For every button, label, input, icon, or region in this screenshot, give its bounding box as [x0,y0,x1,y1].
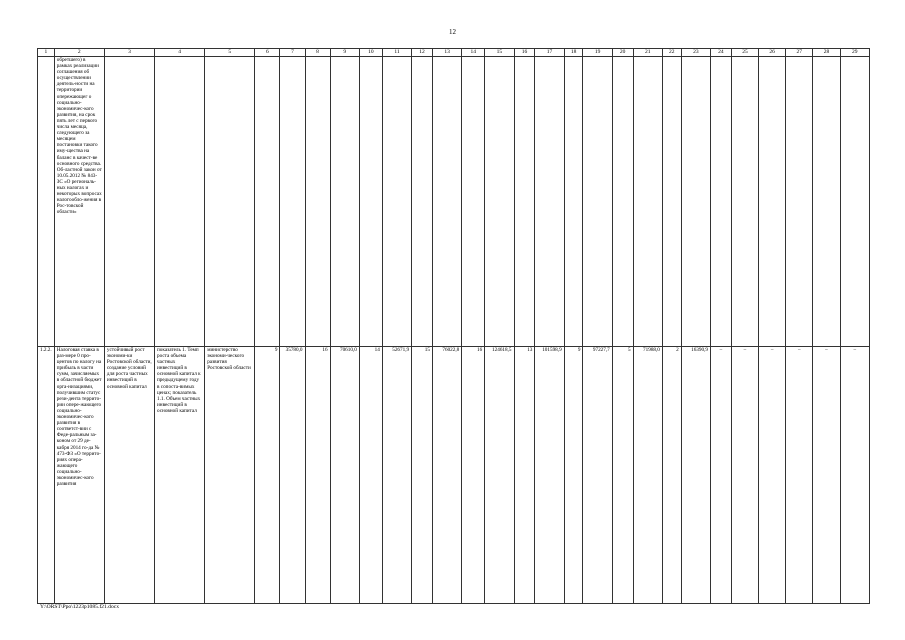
header-cell: 18 [564,49,583,57]
empty-cell [155,57,205,347]
value-cell: – [786,347,813,604]
header-cell: 13 [432,49,461,57]
empty-cell [612,57,633,347]
header-cell: 15 [485,49,514,57]
header-cell: 6 [255,49,280,57]
footer-file-path: Y:\ORST\Ppo\1223p1085.f21.docx [40,604,120,610]
header-cell: 9 [330,49,359,57]
empty-cell [583,57,612,347]
value-cell: – [840,347,869,604]
empty-cell [662,57,681,347]
empty-cell [330,57,359,347]
empty-cell [813,57,840,347]
header-cell: 29 [840,49,869,57]
header-cell: 23 [681,49,710,57]
empty-cell [514,57,535,347]
empty-cell [104,57,154,347]
empty-cell [432,57,461,347]
empty-cell [205,57,255,347]
header-cell: 20 [612,49,633,57]
header-cell: 26 [759,49,786,57]
value-cell: 13 [514,347,535,604]
value-cell: 14 [359,347,382,604]
value-cell: 124618,5 [485,347,514,604]
header-cell: 8 [305,49,330,57]
page-number: 12 [449,28,456,36]
header-cell: 11 [382,49,411,57]
value-cell: – [759,347,786,604]
indicator-cell: показатель 1. Темп роста объема частных инвестиций в основной капитал к предыдущему году в сопоста-вимых ценах; показатель 1.1. Объем частных инвестиций в основной капитал [155,347,205,604]
value-cell: 9 [255,347,280,604]
header-cell: 17 [535,49,564,57]
header-cell: 7 [280,49,305,57]
header-cell: 28 [813,49,840,57]
value-cell: 52671,9 [382,347,411,604]
empty-cell [255,57,280,347]
empty-cell [462,57,485,347]
empty-cell [633,57,662,347]
empty-cell [786,57,813,347]
header-cell: 21 [633,49,662,57]
header-cell: 5 [205,49,255,57]
header-cell: 19 [583,49,612,57]
header-cell: 3 [104,49,154,57]
value-cell: 16 [305,347,330,604]
empty-cell [731,57,758,347]
value-cell: 76022,8 [432,347,461,604]
value-cell: 71988,0 [633,347,662,604]
empty-cell [759,57,786,347]
empty-cell [359,57,382,347]
header-cell: 22 [662,49,681,57]
value-cell: – [813,347,840,604]
header-cell: 2 [54,49,104,57]
goal-cell: устойчивый рост экономи-ки Ростовской области, создание условий для роста частных инвестиций в основной капитал [104,347,154,604]
header-cell: 14 [462,49,485,57]
value-cell: 97227,7 [583,347,612,604]
value-cell: – [731,347,758,604]
benefit-description-cell: Налоговая ставка в раз-мере 0 про-центов по налогу на прибыль в части сумм, зачисляемых в областной бюджет орга-низациями, получившим статус рези-дента террито-рии опере-жающего социально-экономичес-кого развития в соответст-вии с Феде-ральным за-коном от 29 де-кабря 2014 го-да № 473-ФЗ «О террито-риях опера-жающего социально-экономичес-кого развития [54,347,104,604]
value-cell: 35780,0 [280,347,305,604]
value-cell: 15 [412,347,433,604]
header-cell: 24 [710,49,731,57]
value-cell: – [710,347,731,604]
header-cell: 1 [38,49,55,57]
empty-cell [564,57,583,347]
value-cell: 5 [612,347,633,604]
benefit-description-cell: обретшего) в рамках реализации соглашения об осуществлении деятель-ности на территории опережающег о социально-экономичес-кого развития, на срок пять лет с первого числа месяца, следующего за месяцем постановки такого иму-щества на баланс в качест-ве основного средства. Об-ластной закон от 10.05.2012 № 843-ЗС «О региональ-ных налогах и некоторых вопросах налогообло-жения в Рос-товской области» [54,57,104,347]
empty-cell [382,57,411,347]
value-cell: 101598,9 [535,347,564,604]
financing-table [37,48,870,604]
table-row [38,347,870,604]
column-number-row [38,49,870,57]
row-code-cell: 1.2.2. [38,347,55,604]
empty-cell [535,57,564,347]
empty-cell [412,57,433,347]
empty-cell [280,57,305,347]
header-cell: 12 [412,49,433,57]
table-row [38,57,870,347]
value-cell: 9 [564,347,583,604]
value-cell: 16 [462,347,485,604]
empty-cell [710,57,731,347]
header-cell: 25 [731,49,758,57]
header-cell: 16 [514,49,535,57]
curator-cell: министерство экономи-ческого развития Ростовской области [205,347,255,604]
header-cell: 10 [359,49,382,57]
row-code-cell [38,57,55,347]
empty-cell [305,57,330,347]
value-cell: 70610,0 [330,347,359,604]
value-cell: 2 [662,347,681,604]
empty-cell [485,57,514,347]
empty-cell [840,57,869,347]
value-cell: 16390,9 [681,347,710,604]
empty-cell [681,57,710,347]
header-cell: 4 [155,49,205,57]
header-cell: 27 [786,49,813,57]
